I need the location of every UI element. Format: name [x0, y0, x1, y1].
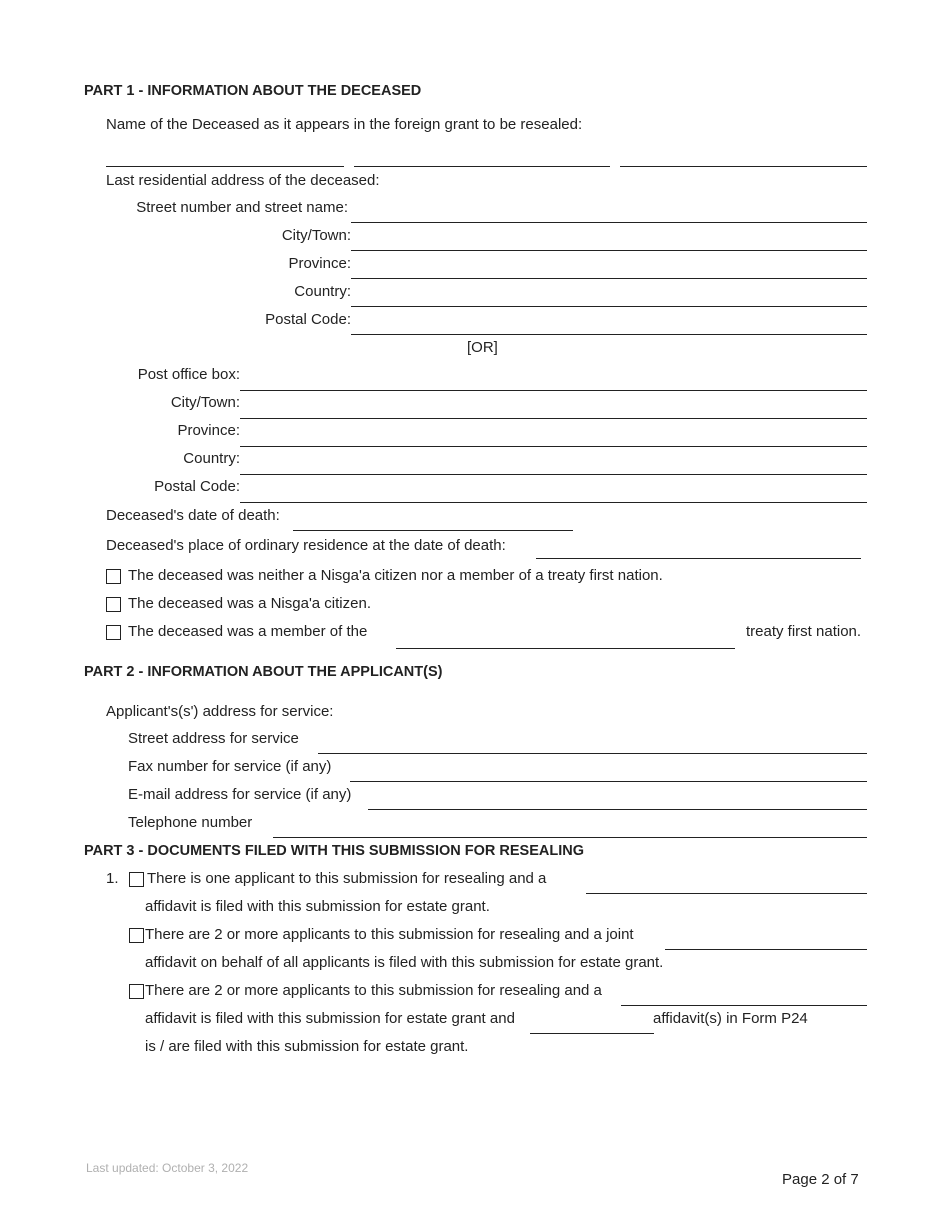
street-service-field[interactable]	[318, 753, 867, 754]
po-country-field[interactable]	[240, 474, 867, 475]
part3-heading: PART 3 - DOCUMENTS FILED WITH THIS SUBMISSION FOR RESEALING	[84, 843, 584, 859]
neither-checkbox[interactable]	[106, 569, 121, 584]
po-box-field[interactable]	[240, 390, 867, 391]
opt2-line1: There are 2 or more applicants to this submission for resealing and a joint	[145, 926, 634, 943]
neither-option-label: The deceased was neither a Nisga'a citizen nor a member of a treaty first nation.	[128, 567, 663, 584]
opt1-line2: affidavit is filed with this submission for estate grant.	[145, 898, 490, 915]
opt3-line2a: affidavit is filed with this submission for estate grant and	[145, 1010, 515, 1027]
email-field[interactable]	[368, 809, 867, 810]
country-field[interactable]	[351, 306, 867, 307]
deceased-first-name-field[interactable]	[106, 166, 344, 167]
date-of-death-field[interactable]	[293, 530, 573, 531]
deceased-middle-name-field[interactable]	[354, 166, 610, 167]
po-postal-code-label: Postal Code:	[154, 478, 240, 495]
last-updated: Last updated: October 3, 2022	[86, 1161, 249, 1175]
residence-field[interactable]	[536, 558, 861, 559]
street-label: Street number and street name:	[136, 199, 348, 216]
po-country-label: Country:	[183, 450, 240, 467]
po-city-label: City/Town:	[170, 394, 240, 411]
part2-heading: PART 2 - INFORMATION ABOUT THE APPLICANT(S)	[84, 664, 443, 680]
opt3-line2b: affidavit(s) in Form P24	[653, 1010, 808, 1027]
postal-code-field[interactable]	[351, 334, 867, 335]
po-city-field[interactable]	[240, 418, 867, 419]
opt3-line3: is / are filed with this submission for estate grant.	[145, 1038, 469, 1055]
opt3-affidavit-type-field[interactable]	[621, 1005, 867, 1006]
opt3-line1: There are 2 or more applicants to this submission for resealing and a	[145, 982, 602, 999]
treaty-member-label: The deceased was a member of the	[128, 623, 368, 640]
country-label: Country:	[294, 283, 351, 300]
opt3-affidavit-count-field[interactable]	[530, 1033, 654, 1034]
joint-affidavit-checkbox[interactable]	[129, 928, 144, 943]
fax-field[interactable]	[350, 781, 867, 782]
street-service-label: Street address for service	[128, 730, 299, 747]
nisgaa-option-label: The deceased was a Nisga'a citizen.	[128, 595, 371, 612]
fax-label: Fax number for service (if any)	[128, 758, 332, 775]
city-field[interactable]	[351, 250, 867, 251]
opt2-line2: affidavit on behalf of all applicants is filed with this submission for estate grant.	[145, 954, 664, 971]
treaty-nation-field[interactable]	[396, 648, 735, 649]
postal-code-label: Postal Code:	[265, 311, 351, 328]
one-applicant-checkbox[interactable]	[129, 872, 144, 887]
street-field[interactable]	[351, 222, 867, 223]
treaty-member-suffix: treaty first nation.	[746, 623, 862, 640]
email-label: E-mail address for service (if any)	[128, 786, 352, 803]
province-label: Province:	[288, 255, 351, 272]
province-field[interactable]	[351, 278, 867, 279]
last-address-label: Last residential address of the deceased:	[106, 172, 380, 189]
treaty-member-checkbox[interactable]	[106, 625, 121, 640]
po-province-label: Province:	[177, 422, 240, 439]
deceased-name-label: Name of the Deceased as it appears in the foreign grant to be resealed:	[106, 116, 583, 133]
item-number: 1.	[106, 870, 119, 887]
telephone-label: Telephone number	[128, 814, 253, 831]
telephone-field[interactable]	[273, 837, 867, 838]
date-of-death-label: Deceased's date of death:	[106, 507, 280, 524]
city-label: City/Town:	[281, 227, 351, 244]
page-number: Page 2 of 7	[782, 1171, 859, 1188]
po-postal-code-field[interactable]	[240, 502, 867, 503]
po-province-field[interactable]	[240, 446, 867, 447]
or-label: [OR]	[467, 339, 498, 356]
multiple-affidavit-checkbox[interactable]	[129, 984, 144, 999]
residence-label: Deceased's place of ordinary residence at the date of death:	[106, 537, 506, 554]
nisgaa-checkbox[interactable]	[106, 597, 121, 612]
part1-heading: PART 1 - INFORMATION ABOUT THE DECEASED	[84, 83, 422, 99]
applicant-address-label: Applicant's(s') address for service:	[106, 703, 334, 720]
deceased-last-name-field[interactable]	[620, 166, 867, 167]
opt2-affidavit-type-field[interactable]	[665, 949, 867, 950]
opt1-line1: There is one applicant to this submission for resealing and a	[147, 870, 547, 887]
opt1-affidavit-type-field[interactable]	[586, 893, 867, 894]
po-box-label: Post office box:	[137, 366, 240, 383]
